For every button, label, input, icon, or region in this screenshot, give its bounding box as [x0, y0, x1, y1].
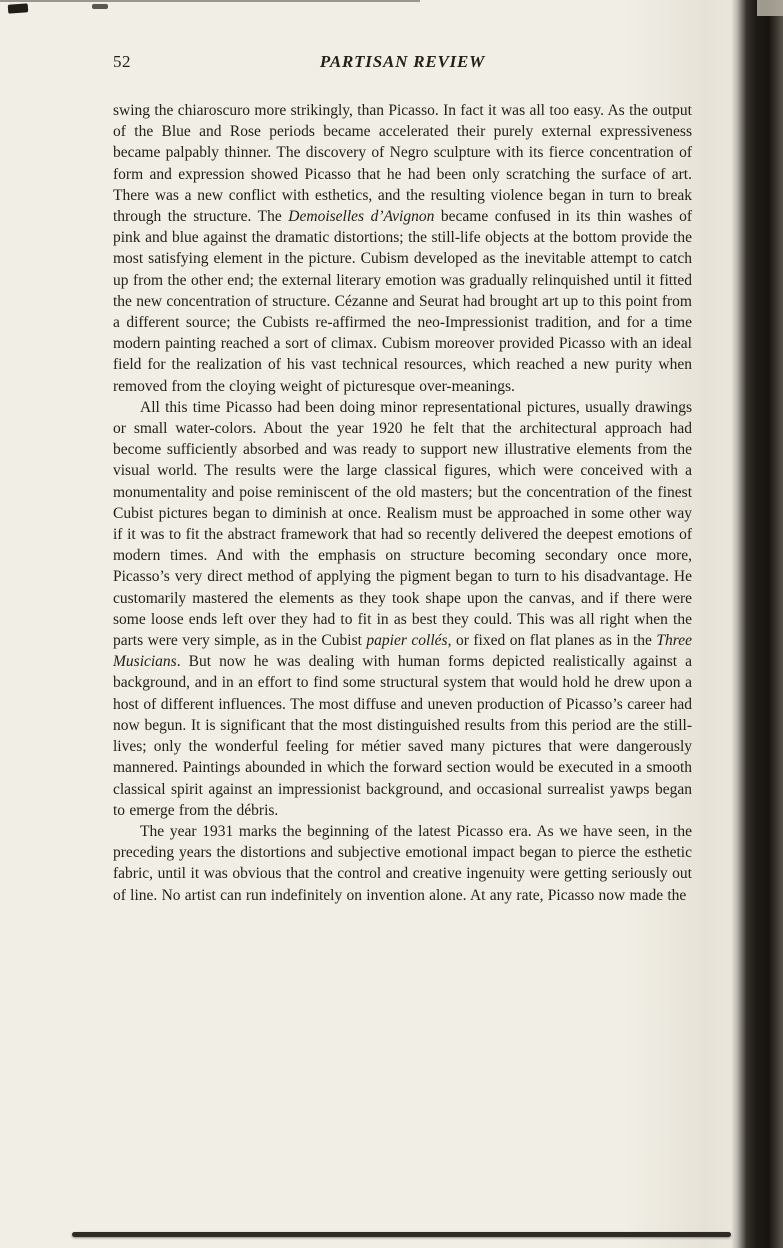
page-edge-line [72, 1232, 731, 1237]
page-header-row [113, 52, 692, 74]
text-run: swing the chiaroscuro more strikingly, than Picasso. In fact it was all too easy. As the output of the Blue and Rose periods became accelerated their purely external expressiveness became palpably thinner. The discovery of Negro sculpture with its fierce concentration of form and expression showed Picasso that he had been only scratching the surface of art. There was a new conflict with esthetics, and the resulting violence began in turn to break through the structure. The [113, 102, 692, 226]
italic-text-run: papier collés [366, 632, 448, 650]
running-header: PARTISAN REVIEW [319, 52, 486, 71]
scan-artifact-mark [8, 3, 29, 13]
scan-artifact-mark [92, 4, 108, 9]
paragraph [113, 397, 692, 821]
scan-artifact-top-line [0, 0, 420, 2]
page-body [113, 100, 692, 906]
page-number: 52 [113, 52, 131, 71]
text-column [113, 52, 692, 906]
text-run: . But now he was dealing with human forms depicted realistically against a background, and in an effort to find some structural system that would hold he drew upon a host of different influences. The most diffuse and uneven production of Picasso’s career had now begun. It is significant that the most distinguished results from this period are the still-lives; only the wonderful feeling for métier saved many pictures that were dangerously mannered. Paintings abounded in which the forward section would be executed in a smooth classical spirit against an impressionist background, and occasional surrealist yawps began to emerge from the débris. [113, 653, 692, 819]
spine-highlight [757, 0, 783, 16]
text-run: , or fixed on flat planes as in the [447, 632, 657, 650]
text-run: The year 1931 marks the beginning of the latest Picasso era. As we have seen, in the preceding years the distortions and subjective emotional impact began to pierce the esthetic fabric, until it was obvious that the control and creative ingenuity were getting seriously out of line. No artist can run indefinitely on invention alone. At any rate, Picasso now made the [113, 822, 692, 904]
paragraph [113, 821, 692, 906]
book-spine-shadow [731, 0, 783, 1248]
italic-text-run: Demoiselles d’Avignon [288, 208, 435, 226]
paragraph [113, 100, 692, 397]
italic-text-run: Three Musicians [113, 632, 692, 671]
text-run: became confused in its thin washes of pink and blue against the dramatic distortions; the still-life objects at the bottom provide the most satisfying element in the picture. Cubism developed as the inevitable attempt to catch up from the other end; the external literary emotion was gradually relinquished until it fitted the new concentration of structure. Cézanne and Seurat had brought art up to this point from a different source; the Cubists re-affirmed the neo-Impressionist tradition, and for a time modern painting reached a sort of climax. Cubism moreover provided Picasso with an ideal field for the realization of his vast technical resources, which reached a new purity when removed from the cloying weight of picturesque over-meanings. [113, 208, 692, 395]
text-run: All this time Picasso had been doing minor representational pictures, usually drawings or small water-colors. About the year 1920 he felt that the architectural approach had become sufficiently absorbed and was ready to support new illustrative elements from the visual world. The results were the large classical figures, which were conceived with a monumentality and poise reminiscent of the old masters; but the concentration of the finest Cubist pictures began to diminish at once. Realism must be approached in some other way if it was to fit the abstract framework that had so recently delivered the deepest emotions of modern times. And with the emphasis on structure becoming secondary once more, Picasso’s very direct method of applying the pigment began to turn to his disadvantage. He customarily mastered the elements as they took shape upon the canvas, and if there were some loose ends left over they had to fit in as best they could. This was all right when the parts were very simple, as in the Cubist [113, 398, 692, 650]
